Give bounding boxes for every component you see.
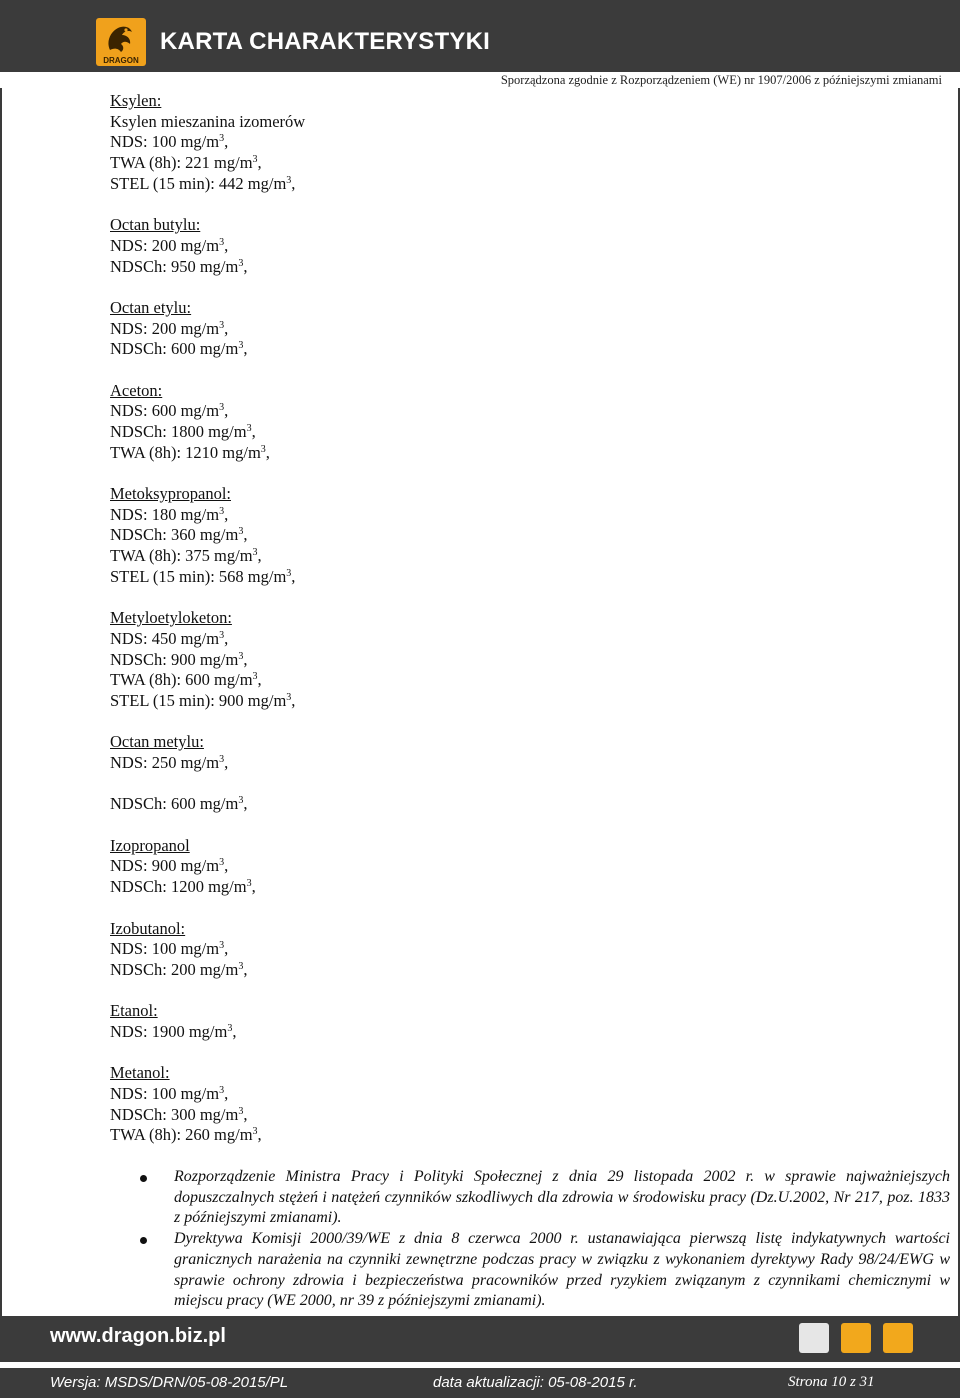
limit-value [110, 794, 810, 815]
unit-exponent: 3 [219, 236, 225, 248]
limit-text: TWA (8h): 600 mg/m [110, 670, 253, 690]
limit-value [110, 174, 810, 195]
unit-exponent: 3 [260, 443, 266, 455]
block-spacer [110, 194, 810, 215]
limit-text: NDSCh: 200 mg/m [110, 959, 239, 979]
limit-text: TWA (8h): 221 mg/m [110, 153, 253, 173]
limit-text: TWA (8h): 375 mg/m [110, 546, 253, 566]
unit-suffix: , [224, 753, 229, 772]
document-title: KARTA CHARAKTERYSTYKI [160, 28, 490, 55]
bullet-icon [140, 1237, 147, 1244]
limit-text: NDS: 200 mg/m [110, 235, 220, 255]
unit-suffix: , [291, 173, 296, 193]
substance-block [110, 732, 810, 815]
unit-exponent: 3 [219, 857, 225, 869]
limit-value [110, 753, 810, 774]
unit-suffix: , [257, 1125, 262, 1145]
substance-block [110, 381, 810, 464]
unit-suffix: , [251, 422, 256, 441]
page-number: Strona 10 z 31 [788, 1374, 875, 1390]
substance-block [110, 919, 810, 981]
unit-suffix: , [224, 1084, 229, 1103]
limit-value [110, 960, 810, 981]
unit-exponent: 3 [238, 960, 244, 972]
unit-suffix: , [291, 566, 296, 586]
unit-suffix: , [291, 690, 296, 710]
unit-exponent: 3 [238, 257, 244, 269]
limit-value [110, 257, 810, 278]
substance-name: Metoksypropanol: [110, 484, 231, 504]
unit-exponent: 3 [227, 1022, 233, 1034]
unit-exponent: 3 [219, 133, 225, 145]
blank-line [110, 774, 810, 795]
limit-value [110, 1084, 810, 1105]
substance-block [110, 836, 810, 898]
limit-text: NDS: 100 mg/m [110, 1084, 220, 1103]
unit-exponent: 3 [238, 340, 244, 352]
unit-exponent: 3 [286, 567, 292, 579]
substance-name: Metyloetyloketon: [110, 608, 232, 628]
unit-suffix: , [243, 525, 248, 545]
unit-exponent: 3 [219, 940, 225, 952]
unit-suffix: , [224, 939, 229, 959]
unit-exponent: 3 [238, 650, 244, 662]
unit-suffix: , [257, 670, 262, 690]
limit-text: NDS: 450 mg/m [110, 628, 220, 648]
substance-name: Aceton: [110, 380, 163, 400]
unit-suffix: , [224, 318, 229, 338]
limit-text: NDS: 900 mg/m [110, 856, 220, 876]
limit-value [110, 339, 810, 360]
limit-value [110, 567, 810, 588]
unit-exponent: 3 [219, 402, 225, 414]
limit-text: NDS: 250 mg/m [110, 753, 220, 772]
limit-value [110, 546, 810, 567]
limit-value [110, 1022, 810, 1043]
website-url: www.dragon.biz.pl [50, 1325, 226, 1347]
decor-square-light [799, 1323, 829, 1353]
limit-value [110, 525, 810, 546]
document-version: Wersja: MSDS/DRN/05-08-2015/PL [50, 1374, 289, 1391]
decor-square-orange [841, 1323, 871, 1353]
substance-block [110, 484, 810, 587]
unit-suffix: , [243, 649, 248, 669]
substance-name: Octan butylu: [110, 215, 201, 235]
unit-exponent: 3 [219, 1085, 225, 1096]
unit-exponent: 3 [246, 423, 252, 434]
dragon-icon [96, 18, 146, 58]
block-spacer [110, 360, 810, 381]
substance-name: Octan etylu: [110, 297, 192, 317]
unit-exponent: 3 [238, 795, 244, 807]
unit-exponent: 3 [252, 671, 258, 683]
limit-text: STEL (15 min): 442 mg/m [110, 173, 287, 193]
limit-text: NDS: 100 mg/m [110, 939, 220, 959]
unit-suffix: , [224, 132, 229, 152]
block-spacer [110, 815, 810, 836]
decor-square-orange [883, 1323, 913, 1353]
unit-suffix: , [243, 794, 248, 814]
substance-block [110, 215, 810, 277]
limit-value [110, 1105, 810, 1126]
block-spacer [110, 1043, 810, 1064]
limit-text: NDSCh: 1200 mg/m [110, 877, 247, 897]
limit-text: NDS: 600 mg/m [110, 401, 220, 421]
substance-name: Metanol: [110, 1063, 170, 1083]
block-spacer [110, 588, 810, 609]
limit-text: TWA (8h): 1210 mg/m [110, 442, 261, 462]
substance-block [110, 91, 810, 194]
dragon-logo [96, 18, 146, 66]
limit-text: NDSCh: 1800 mg/m [110, 422, 247, 441]
limit-text: NDSCh: 950 mg/m [110, 256, 239, 276]
unit-exponent: 3 [219, 754, 225, 765]
unit-exponent: 3 [252, 154, 258, 166]
limit-value [110, 877, 810, 898]
substance-name: Izobutanol: [110, 918, 186, 938]
update-date: data aktualizacji: 05-08-2015 r. [433, 1374, 638, 1391]
limit-value [110, 691, 810, 712]
unit-suffix: , [243, 959, 248, 979]
limit-text: NDSCh: 900 mg/m [110, 649, 239, 669]
block-spacer [110, 712, 810, 733]
unit-suffix: , [224, 856, 229, 876]
block-spacer [110, 981, 810, 1002]
unit-suffix: , [224, 235, 229, 255]
reference-item [140, 1167, 950, 1229]
limit-text: NDS: 100 mg/m [110, 132, 220, 152]
unit-exponent: 3 [252, 547, 258, 559]
limit-value [110, 319, 810, 340]
unit-exponent: 3 [219, 319, 225, 331]
limit-text: STEL (15 min): 568 mg/m [110, 566, 287, 586]
substance-name: Ksylen: [110, 91, 162, 110]
unit-exponent: 3 [219, 505, 225, 517]
exposure-limits-list [110, 91, 810, 1146]
unit-exponent: 3 [286, 174, 292, 186]
reference-text: Dyrektywa Komisji 2000/39/WE z dnia 8 czerwca 2000 r. ustanawiająca pierwszą listę indykatywnych wartości granicznych narażenia na czynniki zewnętrzne podczas pracy w związku z wykonaniem dyrektywy Rady 98/24/EWG w sprawie ochrony zdrowia i bezpieczeństwa pracowników przed ryzykiem związanym z czynnikami chemicznymi w miejscu pracy (WE 2000, nr 39 z późniejszymi zmianami). [174, 1230, 950, 1310]
limit-value [110, 443, 810, 464]
limit-value [110, 422, 810, 443]
limit-text: NDSCh: 600 mg/m [110, 339, 239, 359]
substance-name: Etanol: [110, 1001, 158, 1021]
page-border-left [0, 0, 2, 1398]
unit-suffix: , [243, 339, 248, 359]
limit-value [110, 629, 810, 650]
limit-text: NDS: 1900 mg/m [110, 1021, 228, 1041]
limit-value [110, 650, 810, 671]
limit-value [110, 1125, 810, 1146]
unit-suffix: , [243, 256, 248, 276]
unit-exponent: 3 [252, 1126, 258, 1138]
substance-name: Izopropanol [110, 835, 190, 855]
block-spacer [110, 463, 810, 484]
unit-suffix: , [224, 401, 229, 421]
limit-value [110, 236, 810, 257]
unit-suffix: , [224, 504, 229, 524]
bullet-icon [140, 1175, 147, 1182]
limit-text: NDSCh: 600 mg/m [110, 794, 239, 814]
limit-text: NDS: 200 mg/m [110, 318, 220, 338]
block-spacer [110, 277, 810, 298]
limit-text: STEL (15 min): 900 mg/m [110, 690, 287, 710]
substance-name: Octan metylu: [110, 732, 204, 752]
reference-text: Rozporządzenie Ministra Pracy i Polityki Społecznej z dnia 29 listopada 2002 r. w sprawie najważniejszych dopuszczalnych stężeń i natężeń czynników szkodliwych dla zdrowia w środowisku pracy (Dz.U.2002, Nr 217, poz. 1833 z późniejszymi zmianami). [174, 1168, 950, 1227]
regulation-subtitle: Sporządzona zgodnie z Rozporządzeniem (WE) nr 1907/2006 z późniejszymi zmianami [500, 73, 942, 87]
limit-value [110, 939, 810, 960]
limit-value [110, 505, 810, 526]
unit-exponent: 3 [286, 691, 292, 703]
limit-text: TWA (8h): 260 mg/m [110, 1125, 253, 1145]
limit-text: NDS: 180 mg/m [110, 504, 220, 524]
unit-suffix: , [224, 628, 229, 648]
limit-value [110, 132, 810, 153]
limit-text: NDSCh: 360 mg/m [110, 525, 239, 545]
logo-text: DRAGON [103, 56, 139, 65]
unit-suffix: , [257, 153, 262, 173]
limit-value [110, 112, 810, 133]
unit-suffix: , [232, 1021, 237, 1041]
reference-item [140, 1229, 950, 1312]
unit-suffix: , [265, 442, 270, 462]
unit-suffix: , [251, 877, 256, 897]
limit-value [110, 401, 810, 422]
substance-block [110, 1063, 810, 1146]
unit-suffix: , [243, 1104, 248, 1124]
page-header [0, 0, 960, 72]
unit-exponent: 3 [238, 1105, 244, 1117]
limit-text: Ksylen mieszanina izomerów [110, 111, 306, 131]
unit-exponent: 3 [219, 629, 225, 641]
limit-value [110, 670, 810, 691]
substance-block [110, 298, 810, 360]
unit-suffix: , [257, 546, 262, 566]
references-list [140, 1167, 950, 1312]
limit-text: NDSCh: 300 mg/m [110, 1104, 239, 1124]
limit-value [110, 153, 810, 174]
limit-value [110, 856, 810, 877]
block-spacer [110, 898, 810, 919]
unit-exponent: 3 [246, 878, 252, 890]
unit-exponent: 3 [238, 526, 244, 538]
substance-block [110, 608, 810, 711]
substance-block [110, 1001, 810, 1042]
